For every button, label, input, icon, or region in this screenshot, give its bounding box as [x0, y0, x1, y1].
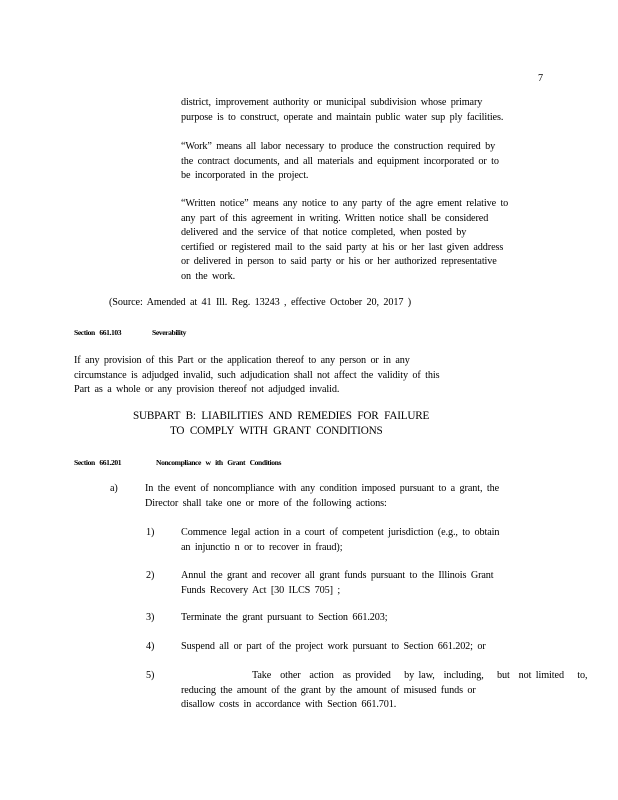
text-line: delivered and the service of that notice completed, when posted by — [181, 227, 467, 239]
text-line: any part of this agreement in writing. Written notice shall be considered — [181, 212, 489, 224]
definition-written-notice — [181, 197, 551, 285]
list-item-text — [181, 611, 551, 626]
subpart-heading-line-1: SUBPART B: LIABILITIES AND REMEDIES FOR FAILURE — [133, 410, 430, 422]
section-number: Section 661.103 — [74, 328, 122, 337]
text-line: certified or registered mail to the said party at his or her last given address — [181, 241, 504, 253]
list-item-text — [181, 640, 551, 655]
source-note: (Source: Amended at 41 Ill. Reg. 13243 , effective October 20, 2017 ) — [109, 297, 412, 308]
list-item-number: 1) — [146, 527, 155, 538]
paragraph-a-text — [145, 482, 545, 511]
text-line: reducing the amount of the grant by the amount of misused funds or — [181, 684, 476, 696]
text-line: or delivered in person to said party or his or her authorized representative — [181, 256, 497, 268]
severability-paragraph — [74, 354, 514, 398]
text-line: If any provision of this Part or the application thereof to any person or in any — [74, 355, 410, 366]
text-line: disallow costs in accordance with Section 661.701. — [181, 699, 397, 711]
text-line: Director shall take one or more of the following actions: — [145, 497, 387, 509]
text-line: “Work” means all labor necessary to produce the construction required by — [181, 141, 496, 152]
list-item-number: 4) — [146, 641, 155, 652]
definition-work — [181, 140, 551, 184]
text-line: circumstance is adjudged invalid, such adjudication shall not affect the validity of this — [74, 369, 440, 381]
page-number: 7 — [538, 73, 543, 84]
text-line: Suspend all or part of the project work pursuant to Section 661.202; or — [181, 641, 486, 652]
text-line: “Written notice” means any notice to any party of the agre ement relative to — [181, 198, 509, 209]
text-line: Take other action as provided by law, including, but not limited to, — [181, 670, 588, 681]
subpart-heading-line-2: TO COMPLY WITH GRANT CONDITIONS — [170, 425, 383, 437]
text-line: the contract documents, and all materials and equipment incorporated or to — [181, 155, 499, 167]
text-line: In the event of noncompliance with any condition imposed pursuant to a grant, the — [145, 483, 500, 494]
paragraph-label: a) — [110, 483, 118, 494]
list-item-text — [181, 569, 551, 598]
text-line: district, improvement authority or municipal subdivision whose primary — [181, 97, 483, 108]
text-line: Part as a whole or any provision thereof not adjudged invalid. — [74, 384, 340, 396]
section-title: Severability — [152, 328, 187, 337]
list-item-number: 2) — [146, 570, 155, 581]
text-line: Commence legal action in a court of competent jurisdiction (e.g., to obtain — [181, 527, 500, 538]
section-number: Section 661.201 — [74, 458, 122, 467]
text-line: Funds Recovery Act [30 ILCS 705] ; — [181, 584, 341, 596]
text-line: Annul the grant and recover all grant funds pursuant to the Illinois Grant — [181, 570, 494, 581]
list-item-number: 5) — [146, 670, 155, 681]
list-item-number: 3) — [146, 612, 155, 623]
section-title: Noncompliance w ith Grant Conditions — [156, 458, 282, 467]
definition-continuation — [181, 96, 551, 125]
text-line: an injunctio n or to recover in fraud); — [181, 541, 343, 553]
list-item-text — [181, 526, 551, 555]
text-line: Terminate the grant pursuant to Section 661.203; — [181, 612, 388, 623]
list-item-text — [181, 669, 588, 713]
text-line: be incorporated in the project. — [181, 170, 309, 182]
text-line: purpose is to construct, operate and maintain public water sup ply facilities. — [181, 111, 504, 123]
text-line: on the work. — [181, 270, 236, 282]
